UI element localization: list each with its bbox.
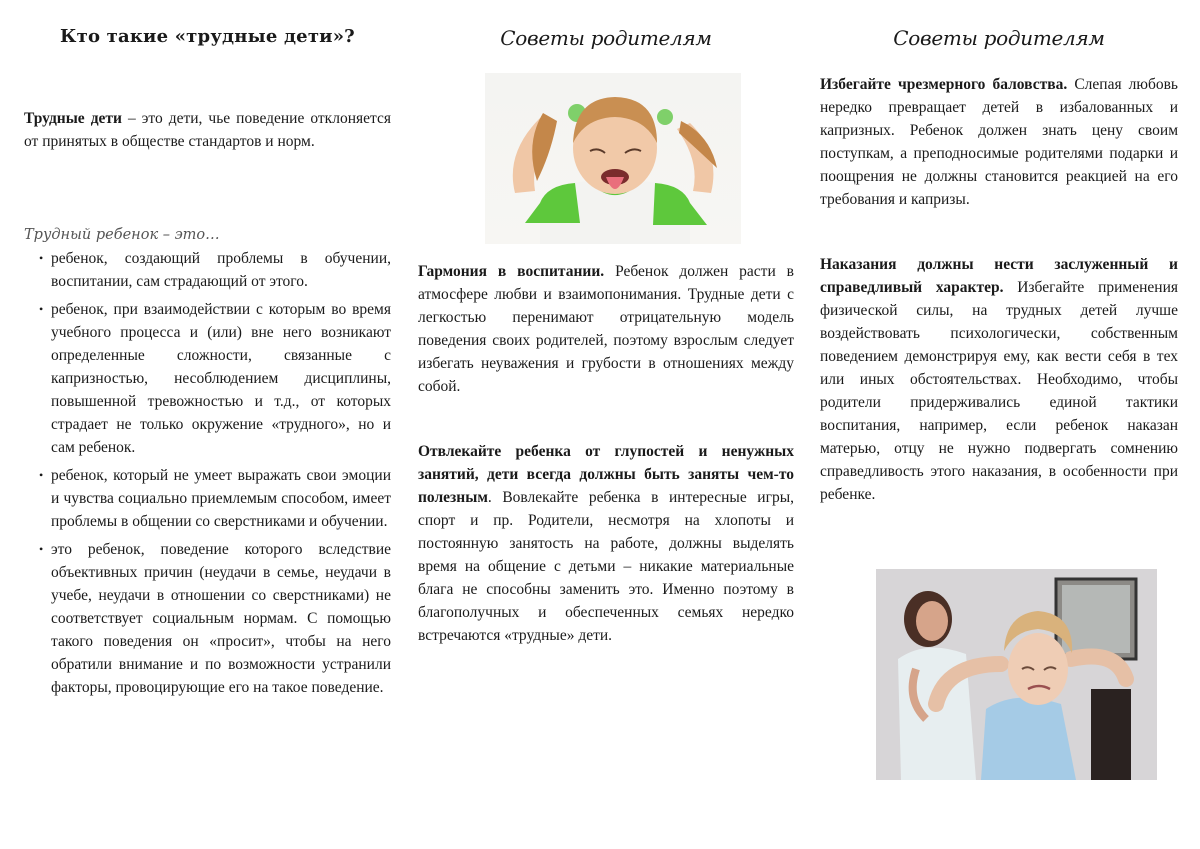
tip-harmony bbox=[418, 260, 794, 398]
bullet-icon: • bbox=[39, 542, 44, 556]
column-3-title: Советы родителям bbox=[893, 26, 1105, 50]
bullet-icon: • bbox=[39, 468, 44, 482]
tip-heading: Наказания должны нести заслуженный и справедливый характер. bbox=[820, 256, 1178, 296]
girl-illustration-icon bbox=[485, 73, 741, 244]
tip-heading: Отвлекайте ребенка от глупостей и ненужных занятий, дети всегда должны быть заняты чем-то полезным bbox=[418, 443, 794, 506]
definition-term: Трудные дети bbox=[24, 110, 122, 127]
bullet-icon: • bbox=[39, 251, 44, 265]
definition-paragraph bbox=[24, 107, 391, 153]
tip-heading: Избегайте чрезмерного баловства. bbox=[820, 76, 1068, 93]
column-2-title: Советы родителям bbox=[500, 26, 712, 50]
list-item-text: ребенок, который не умеет выражать свои эмоции и чувства социально приемлемым способом, имеет проблемы в общении со сверстниками и обучении. bbox=[51, 467, 391, 530]
definition-text: – это дети, чье поведение отклоняется от принятых в обществе стандартов и норм. bbox=[24, 110, 391, 150]
list-item bbox=[39, 464, 391, 533]
list-item bbox=[39, 538, 391, 699]
tip-spoiling bbox=[820, 73, 1178, 211]
list-item bbox=[39, 247, 391, 293]
tip-heading: Гармония в воспитании. bbox=[418, 263, 605, 280]
boy-photo bbox=[876, 569, 1157, 780]
tip-distract bbox=[418, 440, 794, 647]
tip-text: Ребенок должен расти в атмосфере любви и взаимопонимания. Трудные дети с легкостью перенимают отрицательную модель поведения своих родителей, поэтому взрослым следует избегать неуважения и грубости в отношениях между собой. bbox=[418, 263, 794, 395]
girl-photo bbox=[485, 73, 741, 244]
list-lead-text: Трудный ребенок – это… bbox=[24, 227, 220, 243]
tip-text: Слепая любовь нередко превращает детей в избалованных и капризных. Ребенок должен знать цену своим поступкам, а преподносимые родителями подарки и поощрения не должны становится реакцией на его требования и капризы. bbox=[820, 76, 1178, 208]
tip-text: . Вовлекайте ребенка в интересные игры, спорт и пр. Родители, несмотря на хлопоты и постоянную занятость на работе, должны выделять время на общение с детьми – никакие материальные блага не способны заменить это. Именно поэтому в благополучных и обеспеченных семьях нередко встречаются «трудные» дети. bbox=[418, 489, 794, 644]
list-lead bbox=[24, 226, 391, 244]
list-item bbox=[39, 298, 391, 459]
column-1-title: Кто такие «трудные дети»? bbox=[60, 26, 355, 47]
tip-text: Избегайте применения физической силы, на трудных детей лучше воздействовать психологически, собственным поведением демонстрируя ему, как вести себя в тех или иных обстоятельствах. Необходимо, чтобы родители придерживались единой тактики воспитания, например, если ребенок наказан матерью, отцу не нужно подвергать сомнению справедливость этого наказания, в особенности при ребенке. bbox=[820, 279, 1178, 503]
bullet-icon: • bbox=[39, 302, 44, 316]
list-item-text: ребенок, при взаимодействии с которым во время учебного процесса и (или) вне него возникают определенные сложности, связанные с капризностью, несоблюдением дисциплины, повышенной тревожностью и т.д., от которых страдает не только окружение «трудного», но и сам ребенок. bbox=[51, 301, 391, 456]
list-item-text: ребенок, создающий проблемы в обучении, воспитании, сам страдающий от этого. bbox=[51, 250, 391, 290]
tip-punishment bbox=[820, 253, 1178, 506]
boy-mother-illustration-icon bbox=[876, 569, 1157, 780]
list-item-text: это ребенок, поведение которого вследствие объективных причин (неудачи в семье, неудачи в учебе, неудачи в отношении со сверстниками) не соответствует социальным нормам. С помощью такого поведения он «просит», чтобы на него обратили внимание и по возможности устранили факторы, провоцирующие его на такое поведение. bbox=[51, 541, 391, 696]
difficult-child-list bbox=[39, 247, 391, 704]
